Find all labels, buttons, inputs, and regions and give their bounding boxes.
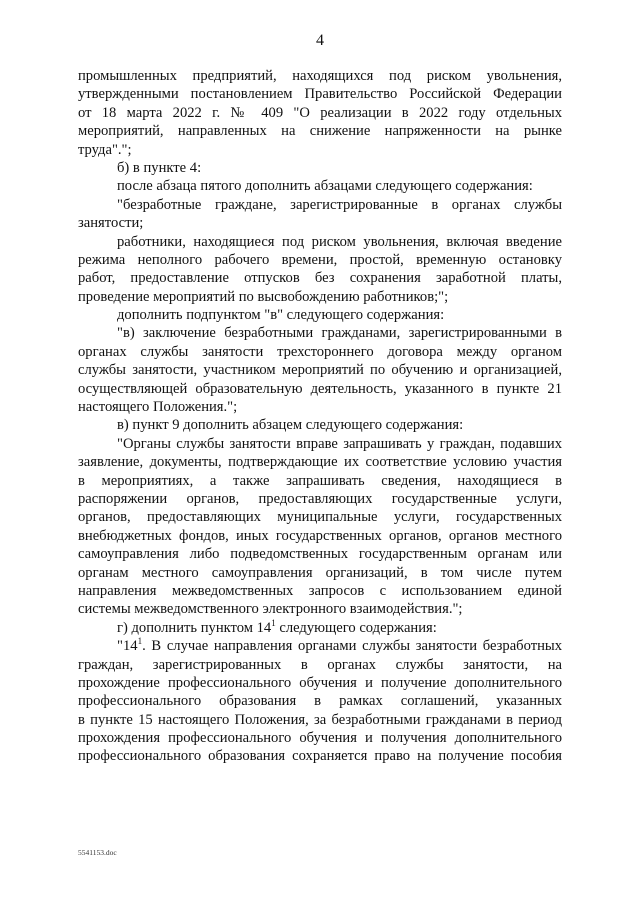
text-line: направления межведомственных запросов с использованием единой <box>78 582 562 599</box>
text-line: режима неполного рабочего времени, простой, временную остановку <box>78 251 562 268</box>
text-line: в мероприятиях, а также запрашивать сведения, находящиеся в <box>78 472 562 489</box>
line-g-before: г) дополнить пунктом 14 <box>117 619 272 636</box>
paragraph-line-14 <box>78 637 562 655</box>
text-line: осуществляющей образовательную деятельность, указанного в пункте 21 <box>78 380 562 397</box>
text-line: работ, предоставление отпусков без сохранения заработной платы, <box>78 270 562 287</box>
text-line: промышленных предприятий, находящихся под риском увольнения, <box>78 68 562 84</box>
text-line: самоуправления либо подведомственных государственным органам или <box>78 546 562 563</box>
paragraph-line-g <box>78 619 562 637</box>
text-line: б) в пункте 4: <box>117 159 202 176</box>
text-line: труда"."; <box>78 141 132 158</box>
text-line: занятости; <box>78 215 144 232</box>
text-line: органов, предоставляющих муниципальные услуги, государственных <box>78 509 562 526</box>
text-line: профессионального образования в рамках соглашений, указанных <box>78 693 562 710</box>
text-line: внебюджетных фондов, иных государственных органов, органов местного <box>78 527 562 544</box>
text-line: граждан, зарегистрированных в органах службы занятости, на <box>78 656 562 673</box>
text-line: заявление, документы, подтверждающие их соответствие условию участия <box>78 454 562 471</box>
text-line: органам местного самоуправления организаций, в том числе путем <box>78 564 562 581</box>
text-line: системы межведомственного электронного взаимодействия."; <box>78 601 463 618</box>
line-g-after: следующего содержания: <box>275 619 437 636</box>
text-line: утвержденными постановлением Правительство Российской Федерации <box>78 86 562 103</box>
superscript: 1 <box>271 617 276 628</box>
text-line: прохождения профессионального обучения и получения дополнительного <box>78 730 562 747</box>
line-14-before: "14 <box>117 638 138 655</box>
text-line: мероприятий, направленных на снижение напряженности на рынке <box>78 123 562 140</box>
text-line: работники, находящиеся под риском увольнения, включая введение <box>117 233 562 250</box>
document-body <box>78 67 562 766</box>
page-number: 4 <box>316 32 324 49</box>
line-14-after: . В случае направления органами службы занятости безработных <box>142 638 562 655</box>
text-line: "безработные граждане, зарегистрированные в органах службы <box>117 196 562 213</box>
text-line: от 18 марта 2022 г. № 409 "О реализации в 2022 году отдельных <box>78 104 562 121</box>
text-line: настоящего Положения."; <box>78 399 238 416</box>
footer-file-code: 5541153.doc <box>78 848 117 857</box>
text-line: "Органы службы занятости вправе запрашивать у граждан, подавших <box>117 435 562 452</box>
text-line: профессионального образования сохраняется право на получение пособия <box>78 748 562 765</box>
text-line: в) пункт 9 дополнить абзацем следующего содержания: <box>117 417 464 434</box>
body-lines <box>78 67 562 619</box>
text-line: дополнить подпунктом "в" следующего содержания: <box>117 307 445 324</box>
text-line: проведение мероприятий по высвобождению работников;"; <box>78 288 449 305</box>
text-line: службы занятости, участником мероприятий по обучению и организацией, <box>78 362 562 379</box>
text-line: прохождение профессионального обучения и получение дополнительного <box>78 674 562 691</box>
text-line: "в) заключение безработными гражданами, зарегистрированными в <box>117 325 562 342</box>
superscript: 1 <box>137 636 143 647</box>
text-line: органах службы занятости трехстороннего договора между органом <box>78 343 562 360</box>
text-line: в пункте 15 настоящего Положения, за безработными гражданами в период <box>78 711 562 728</box>
text-line: распоряжении органов, предоставляющих государственные услуги, <box>78 490 562 507</box>
tail-lines <box>78 656 562 766</box>
text-line: после абзаца пятого дополнить абзацами следующего содержания: <box>117 178 533 195</box>
